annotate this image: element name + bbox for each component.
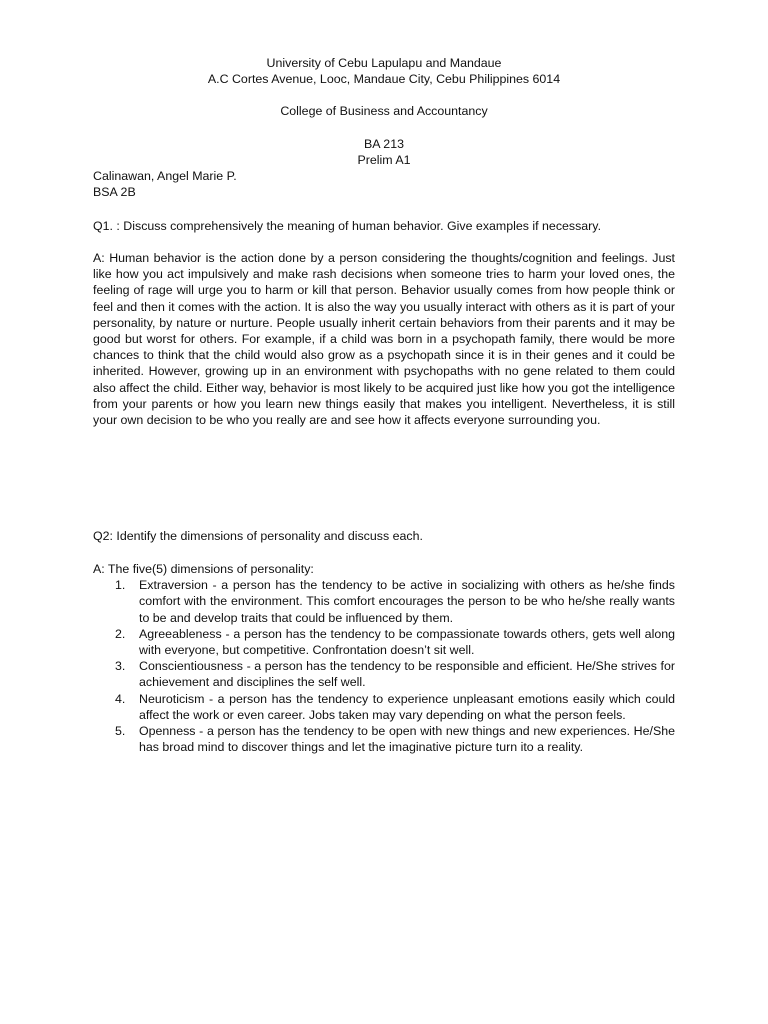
question-1: [93, 218, 675, 234]
list-item-text: Agreeableness - a person has the tendency to be compassionate towards others, gets well along with everyone, but competitive. Confrontation doesn’t sit well.: [139, 626, 675, 658]
answer-2: [93, 561, 675, 755]
question-2: [93, 528, 675, 544]
student-info: [93, 168, 675, 200]
answer-1: [93, 250, 675, 428]
question-2-text: Q2: Identify the dimensions of personality and discuss each.: [93, 529, 423, 543]
list-item-text: Conscientiousness - a person has the tendency to be responsible and efficient. He/She strives for achievement and disciplines the self well.: [139, 659, 675, 690]
list-item-text: Extraversion - a person has the tendency to be active in socializing with others as he/she finds comfort with the environment. This comfort encourages the person to be who he/she really wants to be and develop traits that could be influenced by them.: [139, 578, 675, 625]
list-item: [93, 723, 675, 755]
list-item: [93, 691, 675, 723]
college-name: College of Business and Accountancy: [280, 104, 488, 119]
list-item: [93, 626, 675, 658]
list-item-text: Neuroticism - a person has the tendency to experience unpleasant emotions easily which could affect the work or even career. Jobs taken may vary depending on what the person feels.: [139, 691, 675, 722]
answer-2-intro: A: The five(5) dimensions of personality:: [93, 562, 314, 576]
exam-title: Prelim A1: [357, 152, 411, 167]
answer-1-text: A: Human behavior is the action done by a person considering the thoughts/cognition and feelings. Just like how you act impulsively and make rash decisions when someone tries to harm your loved ones, the feeling of rage will urge you to harm or kill that person. Behavior usually comes from how people think or feel and then it comes with the action. It is also the way you usually interact with others as it is part of your personality, by nature or nurture. People usually inherit certain behaviors from their parents and it may be good but worst for others. For example, if a child was born in a psychopath family, there would be more chances to think that the child would also grow as a psychopath since it is in their genes and it could be inherited. However, growing up in an environment with psychopaths with no gene related to them could also affect the child. Either way, behavior is most likely to be acquired just like how you got the intelligence from your parents or how you learn new things easily that makes you intelligent. Nevertheless, it is still your own decision to be who you really are and see how it affects everyone surrounding you.: [93, 251, 675, 428]
document-header: [93, 55, 675, 168]
list-item-number: 3.: [115, 659, 126, 674]
university-name: University of Cebu Lapulapu and Mandaue: [266, 56, 502, 70]
student-name: Calinawan, Angel Marie P.: [93, 169, 237, 183]
list-item-number: 5.: [115, 724, 126, 739]
list-item: [93, 577, 675, 626]
list-item-number: 2.: [115, 626, 126, 641]
list-item-text: Openness - a person has the tendency to be open with new things and new experiences. He/She has broad mind to discover things and let the imaginative picture turn ito a reality.: [139, 724, 675, 755]
question-1-text: Q1. : Discuss comprehensively the meaning of human behavior. Give examples if necessary.: [93, 219, 602, 233]
list-item-number: 4.: [115, 691, 126, 706]
list-item: [93, 658, 675, 690]
student-program: BSA 2B: [93, 185, 136, 200]
university-address: A.C Cortes Avenue, Looc, Mandaue City, Cebu Philippines 6014: [207, 72, 561, 87]
personality-dimensions-list: [93, 577, 675, 755]
list-item-number: 1.: [115, 578, 126, 593]
course-code: BA 213: [364, 136, 404, 151]
